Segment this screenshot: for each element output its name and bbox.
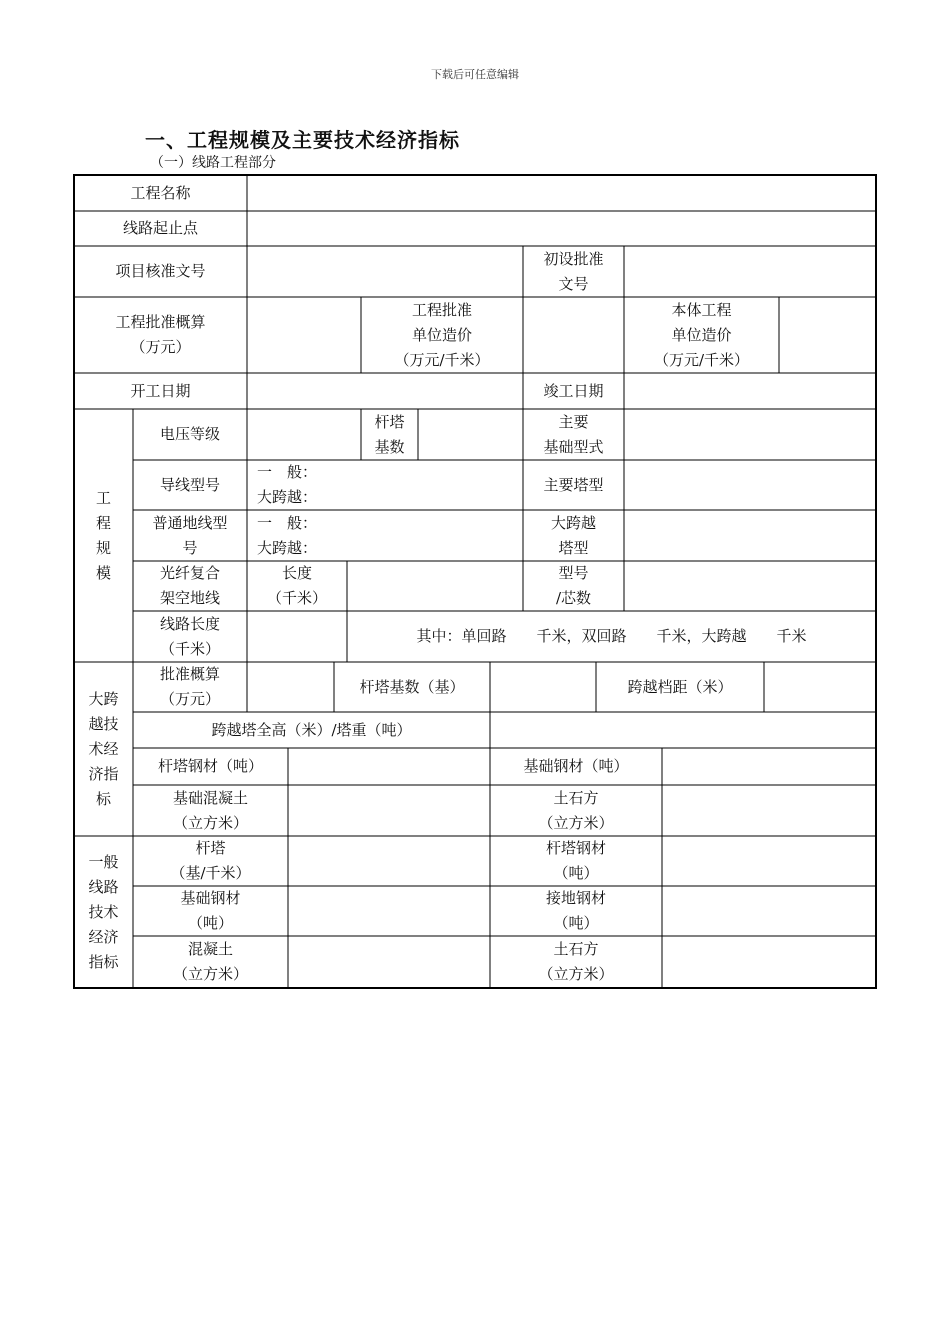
label-ground-wire-model: 普通地线型 号 <box>152 513 228 557</box>
label-earthwork-2: 土石方 （立方米） <box>538 940 614 983</box>
section-label-crossing: 大跨 越技 术经 济指 标 <box>88 689 119 808</box>
label-voltage-level: 电压等级 <box>159 425 220 443</box>
label-tower-per-km: 杆塔 （基/千米） <box>170 839 251 882</box>
label-tower-steel-2: 杆塔钢材 （吨） <box>545 839 606 882</box>
label-main-tower-type: 主要塔型 <box>543 475 604 494</box>
label-model-cores: 型号 /芯数 <box>555 564 592 607</box>
label-conductor-model: 导线型号 <box>159 475 220 494</box>
label-tower-steel: 杆塔钢材（吨） <box>157 757 263 775</box>
label-earthwork-1: 土石方 （立方米） <box>538 788 614 832</box>
label-cross-tower-count: 杆塔基数（基） <box>359 677 465 696</box>
value-body-unit-cost[interactable] <box>779 297 876 373</box>
label-cross-approved-estimate: 批准概算 （万元） <box>159 665 220 708</box>
label-concrete: 混凝土 （立方米） <box>172 940 248 983</box>
label-foundation-concrete: 基础混凝土 （立方米） <box>172 788 248 832</box>
line-length-detail: 其中：单回路 千米，双回路 千米，大跨越 千米 <box>416 627 807 645</box>
section-label-scale: 工 程 规 模 <box>95 488 111 582</box>
label-length-km: 长度 （千米） <box>266 564 327 607</box>
value-start-date[interactable] <box>247 373 523 409</box>
label-opgw: 光纤复合 架空地线 <box>159 564 220 607</box>
label-completion-date: 竣工日期 <box>543 381 604 400</box>
label-grounding-steel: 接地钢材 （吨） <box>545 889 606 932</box>
value-conductor-model[interactable]: 一 般： 大跨越： <box>257 463 318 506</box>
label-line-endpoints: 线路起止点 <box>122 219 198 237</box>
value-approved-estimate[interactable] <box>247 297 361 373</box>
header-note: 下载后可任意编辑 <box>431 68 519 81</box>
page-title: 一、工程规模及主要技术经济指标 <box>145 128 460 152</box>
section-subtitle: （一）线路工程部分 <box>150 155 276 171</box>
label-prelim-design-doc-no: 初设批准 文号 <box>543 249 604 293</box>
label-line-length: 线路长度 （千米） <box>159 614 220 658</box>
label-approved-estimate: 工程批准概算 （万元） <box>115 313 206 356</box>
section-label-general: 一般 线路 技术 经济 指标 <box>88 852 119 971</box>
label-cross-span: 跨越档距（米） <box>627 677 733 696</box>
value-line-endpoints[interactable] <box>247 211 876 246</box>
label-approved-unit-cost: 工程批准 单位造价 （万元/千米） <box>394 300 490 369</box>
label-main-foundation: 主要 基础型式 <box>543 412 604 456</box>
value-approved-unit-cost[interactable] <box>523 297 624 373</box>
value-prelim-design-doc-no[interactable] <box>624 246 876 297</box>
label-cross-tower-height: 跨越塔全高（米）/塔重（吨） <box>211 720 412 739</box>
value-completion-date[interactable] <box>624 373 876 409</box>
value-approval-doc-no[interactable] <box>247 246 523 297</box>
label-crossing-tower-type: 大跨越 塔型 <box>550 513 596 557</box>
label-foundation-steel: 基础钢材（吨） <box>523 757 629 775</box>
label-foundation-steel-2: 基础钢材 （吨） <box>180 889 241 932</box>
label-body-unit-cost: 本体工程 单位造价 （万元/千米） <box>653 300 750 369</box>
value-ground-wire-model[interactable]: 一 般： 大跨越： <box>257 513 318 557</box>
label-approval-doc-no: 项目核准文号 <box>115 262 206 280</box>
value-project-name[interactable] <box>247 175 876 211</box>
label-start-date: 开工日期 <box>130 381 191 400</box>
label-project-name: 工程名称 <box>130 183 191 202</box>
label-tower-count: 杆塔 基数 <box>374 412 405 456</box>
